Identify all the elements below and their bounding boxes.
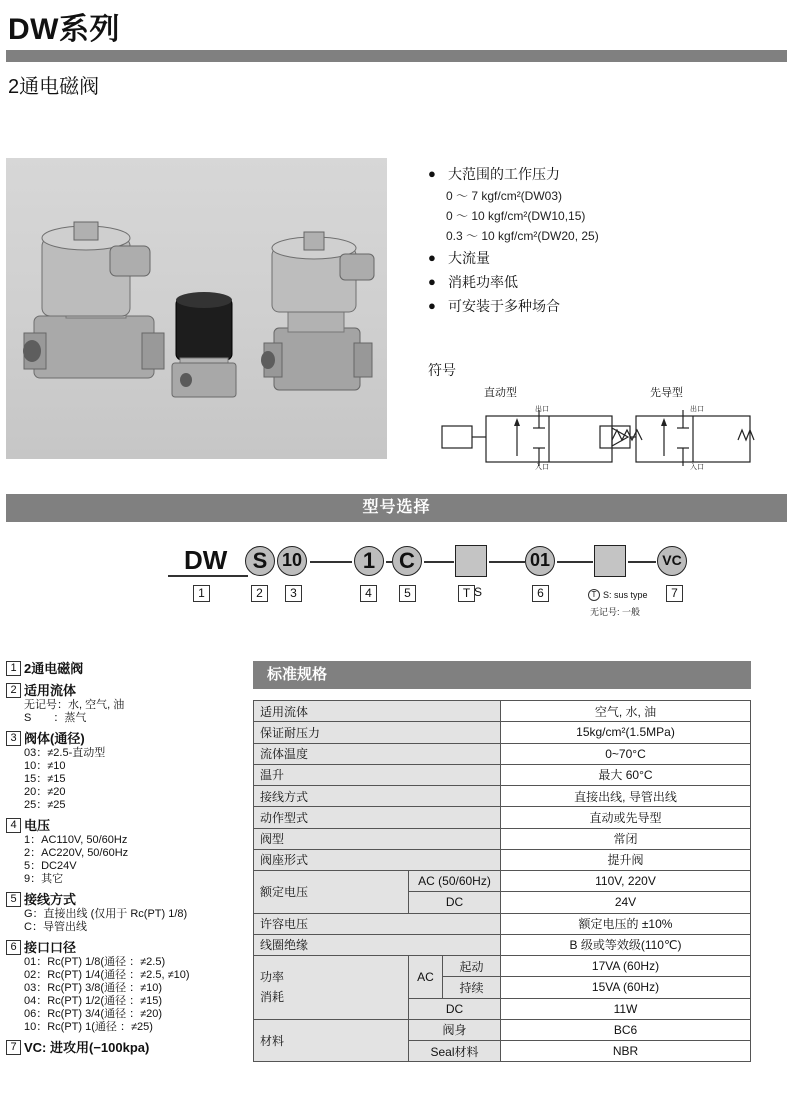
spec-title-bar: 标准规格 [253,661,751,689]
code-dash [310,561,352,563]
spec-label: 接线方式 [254,786,501,807]
feature-pressure-dw03: 0 ～ 7 kgf/cm²(DW03) [446,189,563,203]
code-dash [424,561,454,563]
option-list [6,660,246,1061]
option-line: 9：其它 [24,873,64,885]
option-line: 01：Rc(PT) 1/8(通径 ：≠2.5) [24,956,166,968]
symbol-direct-in-label: 入口 [535,464,549,471]
option-title: 阀体(通径) [24,731,85,746]
spec-label: 阀座形式 [254,849,501,870]
option-title: VC: 进攻用(−100kpa) [24,1040,150,1055]
feature-item: ● 大流量 [428,246,768,270]
table-row [254,913,751,934]
sus-type-mark: T [588,589,600,601]
option-group-4 [6,817,246,886]
page-subtitle: 2通电磁阀 [8,76,100,98]
spec-value: 额定电压的 ±10% [501,913,751,934]
option-line: 10：≠10 [24,760,66,772]
option-title: 适用流体 [24,683,77,698]
option-line: 02：Rc(PT) 1/4(通径 ：≠2.5, ≠10) [24,969,190,981]
spec-value: 15kg/cm²(1.5MPa) [501,722,751,743]
option-title: 2通电磁阀 [24,661,84,676]
spec-value: 11W [501,998,751,1019]
model-selection-bar: 型号选择 [6,494,787,522]
option-group-6 [6,939,246,1034]
symbol-title: 符号 [428,362,456,378]
spec-value: 17VA (60Hz) [501,956,751,977]
table-row [254,956,751,977]
table-row [254,934,751,955]
option-line: 06：Rc(PT) 3/4(通径 ：≠20) [24,1008,163,1020]
option-group-1 [6,660,246,677]
option-line: 04：Rc(PT) 1/2(通径 ：≠15) [24,995,163,1007]
spec-value: 0~70°C [501,743,751,764]
valve-right [261,232,374,390]
spec-sublabel: Seal材料 [409,1041,501,1062]
option-title: 电压 [24,818,51,833]
model-code-underline [168,575,248,577]
spec-label: 线圈绝缘 [254,934,501,955]
option-line: 03：Rc(PT) 3/8(通径 ：≠10) [24,982,163,994]
option-line: 10：Rc(PT) 1(通径 ：≠25) [24,1021,153,1033]
option-line: 无记号：水, 空气, 油 [24,699,125,711]
code-fluid-circle: S [245,546,275,576]
feature-item: ● 消耗功率低 [428,270,768,294]
spec-value: 24V [501,892,751,913]
spec-value: 直接出线, 导管出线 [501,786,751,807]
sus-type-note: S: sus type [603,590,648,600]
code-dash [628,561,656,563]
spec-value: 最大 60°C [501,764,751,785]
symbol-direct-label: 直动型 [484,387,517,399]
table-row [254,1019,751,1040]
option-line: 20：≠20 [24,786,66,798]
table-row [254,701,751,722]
spec-value: 直动或先导型 [501,807,751,828]
table-row [254,828,751,849]
table-row [254,807,751,828]
spec-label: 保证耐压力 [254,722,501,743]
code-position-2: 2 [251,585,268,602]
option-line: S ：蒸气 [24,712,87,724]
series-title: DW系列 [8,13,120,46]
option-line: 15：≠15 [24,773,66,785]
valve-large-left [23,222,164,378]
code-port-circle: 01 [525,546,555,576]
spec-label: 材料 [254,1019,409,1062]
code-position-t: T [458,585,475,602]
option-group-5 [6,891,246,934]
spec-value: 空气, 水, 油 [501,701,751,722]
spec-value: 提升阀 [501,849,751,870]
option-group-3 [6,730,246,812]
spec-sublabel: DC [409,998,501,1019]
table-row [254,764,751,785]
spec-label: 适用流体 [254,701,501,722]
option-number: 6 [6,940,21,955]
option-number: 7 [6,1040,21,1055]
spec-value: NBR [501,1041,751,1062]
spec-label-power [254,956,409,1020]
header-divider-bar [6,50,787,62]
option-line: 2：AC220V, 50/60Hz [24,847,129,859]
spec-value: B 级或等效级(110℃) [501,934,751,955]
option-number: 4 [6,818,21,833]
symbol-direct-out-label: 出口 [535,406,549,413]
spec-label: 额定电压 [254,871,409,914]
feature-item: ● 大范围的工作压力 [428,162,768,186]
table-row [254,786,751,807]
code-type-box [594,545,626,577]
symbol-pilot-out-label: 出口 [690,406,704,413]
spec-value: BC6 [501,1019,751,1040]
option-number: 3 [6,731,21,746]
sus-type-note-general: 无记号: 一般 [590,607,641,617]
table-row [254,743,751,764]
spec-label: 流体温度 [254,743,501,764]
table-row [254,722,751,743]
symbol-pilot-label: 先导型 [650,387,683,399]
option-line: 5：DC24V [24,860,77,872]
code-wiring-circle: C [392,546,422,576]
product-photo [6,158,387,459]
option-line: 03：≠2.5-直动型 [24,747,106,759]
spec-value: 110V, 220V [501,871,751,892]
spec-sublabel: DC [409,892,501,913]
spec-sublabel: 持续 [443,977,501,998]
spec-label: 功率 [260,970,285,985]
spec-sublabel: 阀身 [409,1019,501,1040]
option-group-7 [6,1039,246,1056]
spec-sublabel: 起动 [443,956,501,977]
code-position-3: 3 [285,585,302,602]
option-title: 接口口径 [24,940,77,955]
code-vc-circle: VC [657,546,687,576]
spec-sublabel: AC (50/60Hz) [409,871,501,892]
option-group-2 [6,682,246,725]
option-number: 2 [6,683,21,698]
spec-value: 15VA (60Hz) [501,977,751,998]
code-position-5: 5 [399,585,416,602]
code-position-4: 4 [360,585,377,602]
spec-table [253,700,751,1062]
code-position-6: 6 [532,585,549,602]
spec-label: 阀型 [254,828,501,849]
valve-small-black [172,292,236,397]
spec-label: 许容电压 [254,913,501,934]
option-title: 接线方式 [24,892,77,907]
code-dash [557,561,593,563]
spec-label: 温升 [254,764,501,785]
code-position-7: 7 [666,585,683,602]
option-number: 5 [6,892,21,907]
table-row [254,849,751,870]
spec-sublabel: AC [409,956,443,999]
option-number: 1 [6,661,21,676]
option-line: C：导管出线 [24,921,87,933]
option-line: 1：AC110V, 50/60Hz [24,834,128,846]
option-line: 25：≠25 [24,799,66,811]
feature-pressure-dw20-25: 0.3 ～ 10 kgf/cm²(DW20, 25) [446,229,599,243]
table-row [254,871,751,892]
feature-pressure-dw10-15: 0 ～ 10 kgf/cm²(DW10,15) [446,209,586,223]
model-code-prefix: DW [184,545,228,575]
code-position-s: S [474,585,483,599]
code-position-1: 1 [193,585,210,602]
feature-list [428,162,768,318]
code-dash [489,561,525,563]
code-voltage-circle: 1 [354,546,384,576]
spec-value: 常闭 [501,828,751,849]
spec-label: 消耗 [260,990,285,1005]
code-body-circle: 10 [277,546,307,576]
valve-symbol-diagram [436,400,756,470]
feature-item: ● 可安装于多种场合 [428,294,768,318]
symbol-pilot-in-label: 入口 [690,464,704,471]
spec-label: 动作型式 [254,807,501,828]
code-sus-box [455,545,487,577]
option-line: G：直接出线 (仅用于 Rc(PT) 1/8) [24,908,188,920]
